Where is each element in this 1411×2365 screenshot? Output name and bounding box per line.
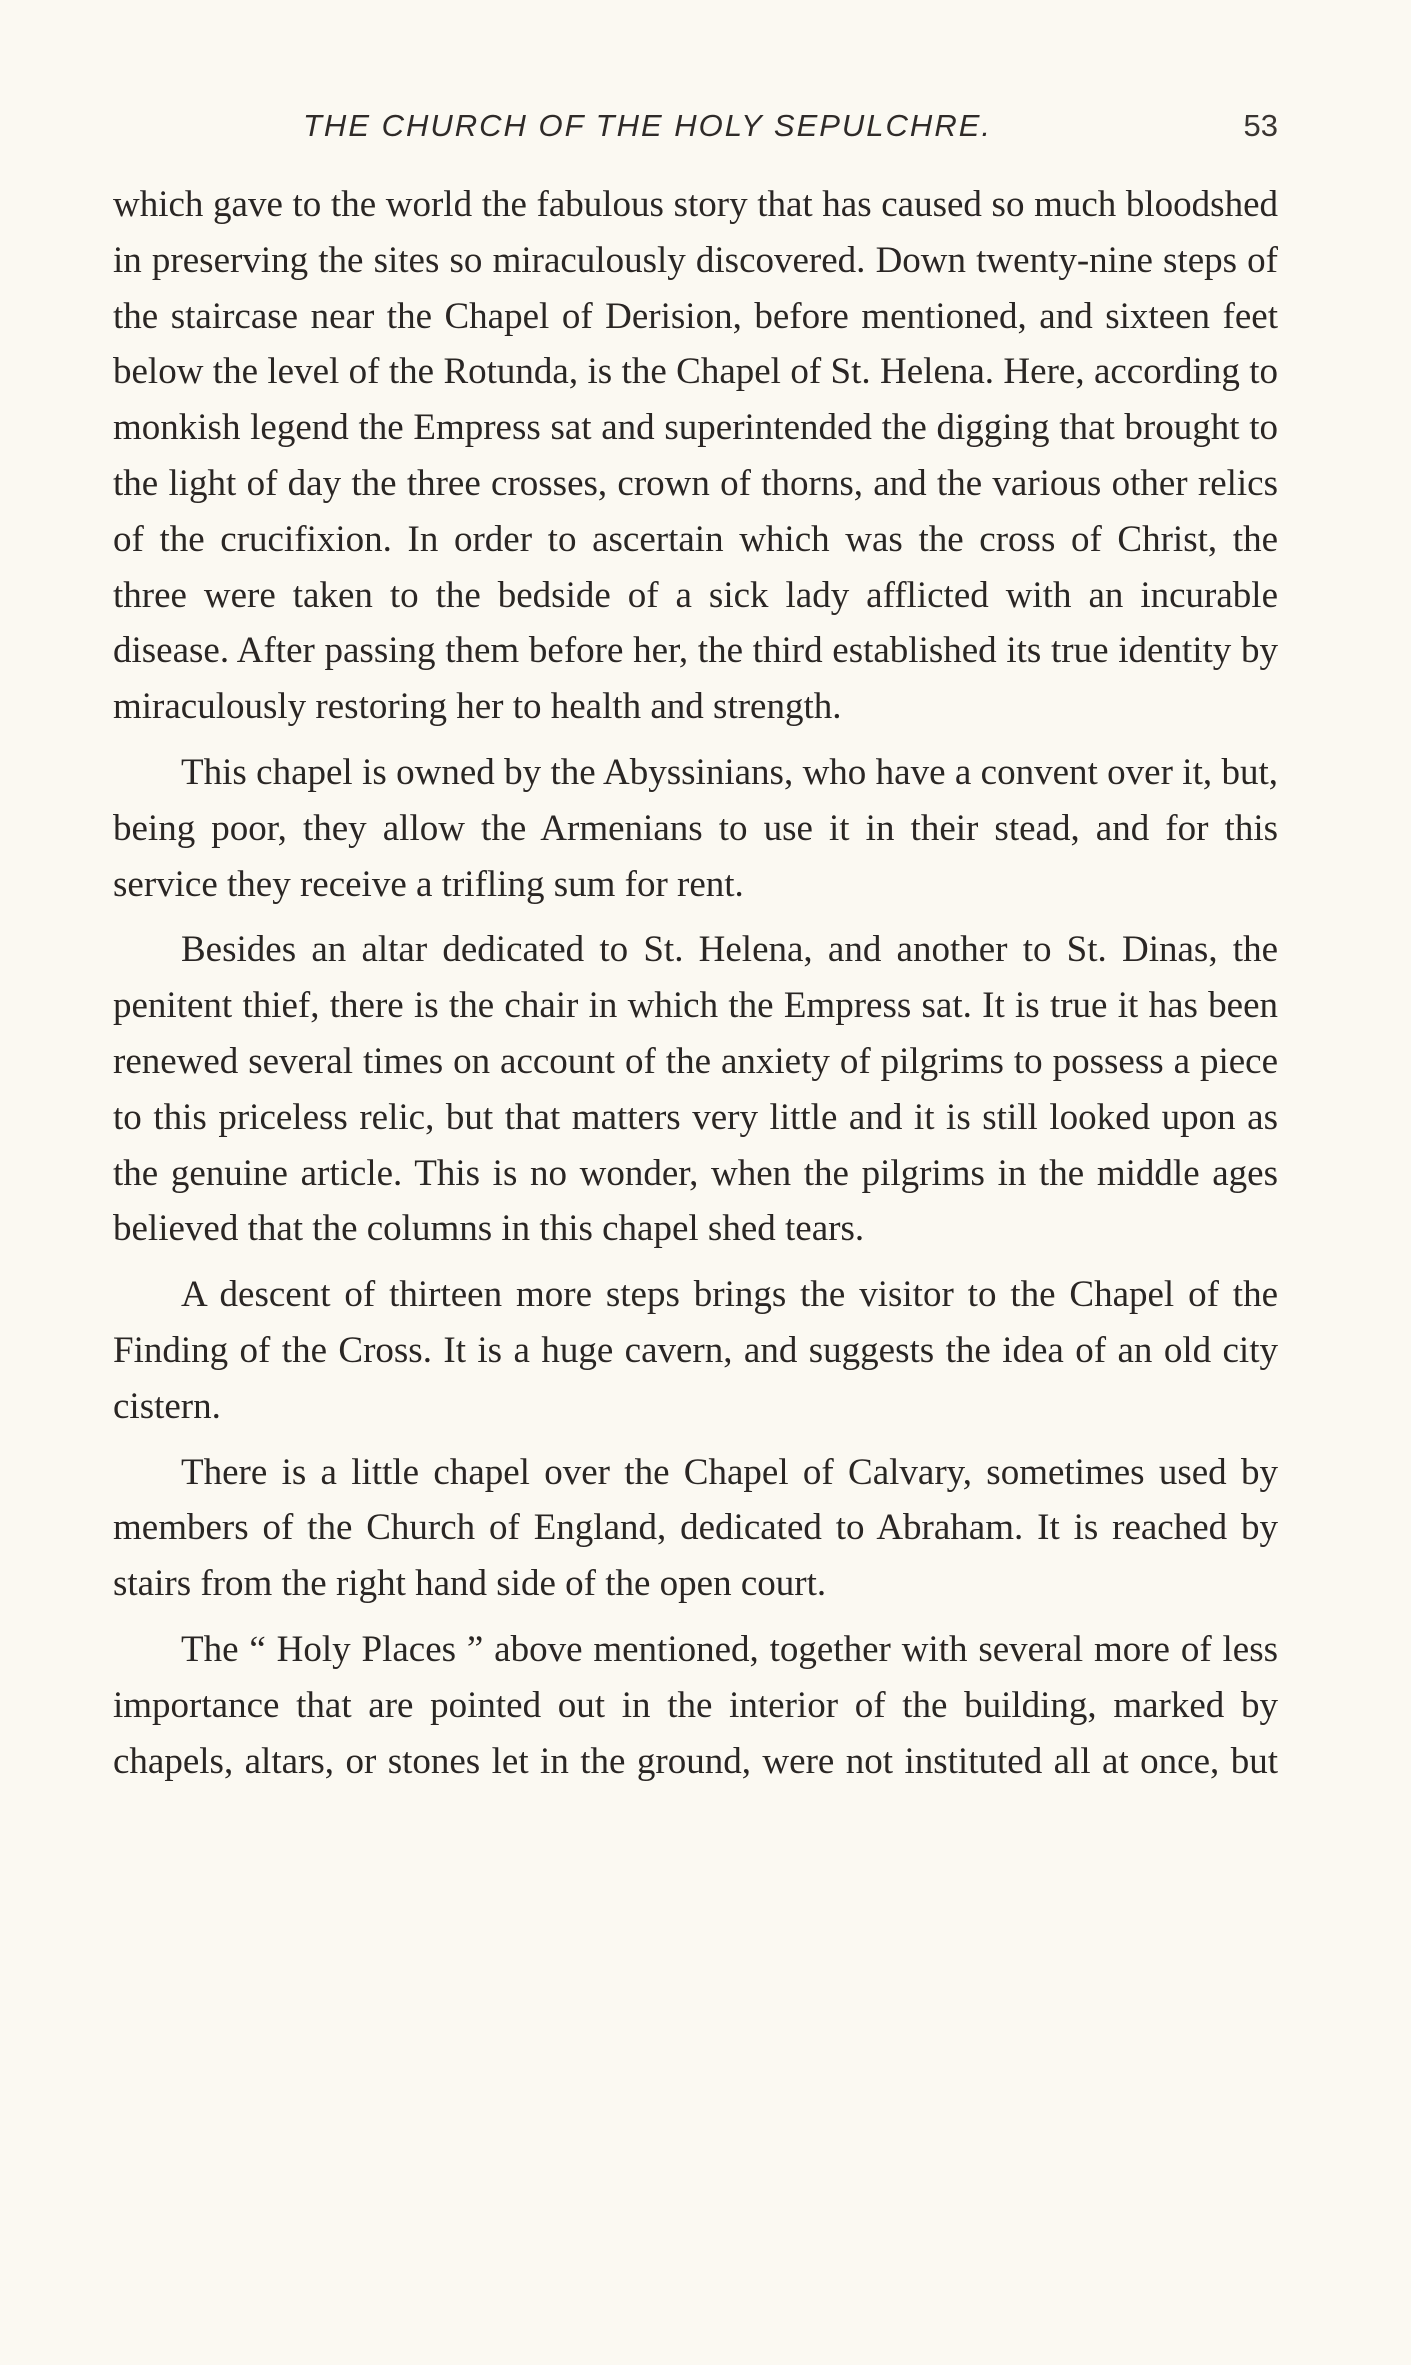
paragraph: Besides an altar dedicated to St. Helena, and another to St. Dinas, the penitent thief, there is the chair in which the Empress sat. It is true it has been renewed several times on account of the anxiety of pilgrims to possess a piece to this priceless relic, but that matters very little and it is still looked upon as the genuine article. This is no wonder, when the pilgrims in the middle ages believed that the columns in this chapel shed tears. — [113, 929, 1278, 1250]
page-number: 53 — [1243, 108, 1278, 143]
paragraph: The “ Holy Places ” above mentioned, together with several more of less importance that are pointed out in the interior of the building, marked by chapels, altars, or stones let in the ground, were not instituted all at once, but — [113, 1628, 1278, 1782]
body-text — [113, 177, 1278, 1799]
paragraph: which gave to the world the fabulous story that has caused so much bloodshed in preserving the sites so miraculously discovered. Down twenty-nine steps of the staircase near the Chapel of Derision, before mentioned, and sixteen feet below the level of the Rotunda, is the Chapel of St. Helena. Here, according to monkish legend the Empress sat and superintended the digging that brought to the light of day the three crosses, crown of thorns, and the various other relics of the crucifixion. In order to ascertain which was the cross of Christ, the three were taken to the bedside of a sick lady afflicted with an incurable disease. After passing them before her, the third established its true identity by miraculously restoring her to health and strength. — [113, 184, 1278, 728]
paragraph: This chapel is owned by the Abyssinians, who have a convent over it, but, being poor, they allow the Armenians to use it in their stead, and for this service they receive a trifling sum for rent. — [113, 751, 1278, 905]
running-title: THE CHURCH OF THE HOLY SEPULCHRE. — [303, 108, 992, 143]
paragraph: There is a little chapel over the Chapel of Calvary, sometimes used by members of the Church of England, dedicated to Abraham. It is reached by stairs from the right hand side of the open court. — [113, 1451, 1278, 1605]
book-page — [113, 0, 1278, 2365]
running-head — [113, 108, 1278, 148]
paragraph: A descent of thirteen more steps brings the visitor to the Chapel of the Finding of the Cross. It is a huge cavern, and suggests the idea of an old city cistern. — [113, 1274, 1278, 1427]
